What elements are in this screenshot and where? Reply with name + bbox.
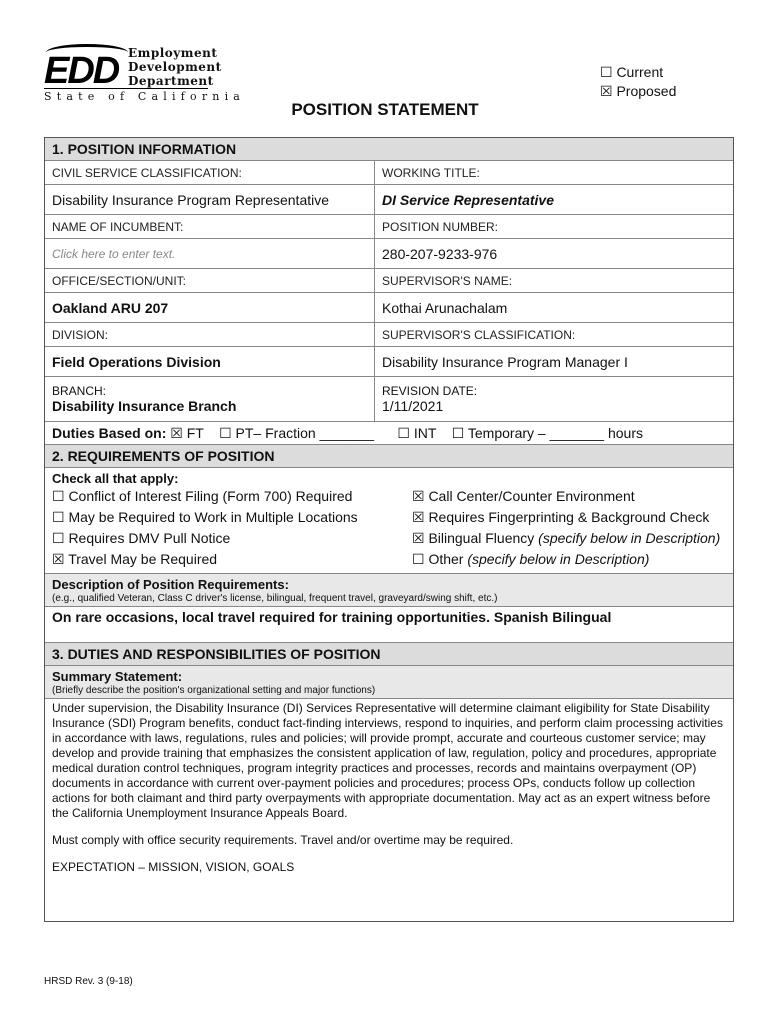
duties-label: Duties Based on: [52, 425, 167, 441]
description-note: (e.g., qualified Veteran, Class C driver's license, bilingual, frequent travel, graveyard/swing shift, etc.) [45, 592, 733, 606]
branch-label: BRANCH: [52, 384, 107, 398]
incumbent-field[interactable] [45, 239, 375, 268]
bilingual-checkbox[interactable]: ☒ Bilingual Fluency (specify below in Description) [412, 530, 721, 546]
section1-header: 1. POSITION INFORMATION [45, 138, 733, 160]
revision-date-field[interactable]: 1/11/2021 [382, 398, 444, 414]
office-field[interactable]: Oakland ARU 207 [45, 293, 375, 322]
other-checkbox[interactable]: ☐ Other (specify below in Description) [412, 551, 650, 567]
requirements-checklist [45, 486, 733, 573]
section3-header: 3. DUTIES AND RESPONSIBILITIES OF POSITION [45, 643, 733, 665]
division-field[interactable]: Field Operations Division [45, 347, 375, 376]
call-center-checkbox[interactable]: ☒ Call Center/Counter Environment [412, 488, 635, 504]
dmv-pull-checkbox[interactable]: ☐ Requires DMV Pull Notice [52, 530, 231, 546]
edd-logo [44, 44, 246, 106]
incumbent-placeholder: Click here to enter text. [52, 246, 176, 261]
description-field[interactable]: On rare occasions, local travel required for training opportunities. Spanish Bilingual [52, 609, 612, 625]
current-checkbox[interactable]: ☐ Current [600, 64, 664, 80]
summary-paragraph: Must comply with office security requirements. Travel and/or overtime may be required. [52, 833, 514, 847]
position-number-label: POSITION NUMBER: [382, 219, 499, 234]
working-title-label: WORKING TITLE: [382, 165, 480, 180]
summary-note: (Briefly describe the position's organizational setting and major functions) [45, 684, 733, 698]
multiple-locations-checkbox[interactable]: ☐ May be Required to Work in Multiple Locations [52, 509, 358, 525]
summary-header: Summary Statement: [45, 666, 733, 684]
supervisor-class-label: SUPERVISOR'S CLASSIFICATION: [382, 327, 576, 342]
incumbent-label: NAME OF INCUMBENT: [45, 215, 375, 238]
position-form [44, 137, 734, 922]
logo-divider [44, 88, 208, 89]
summary-paragraph: EXPECTATION – MISSION, VISION, GOALS [52, 860, 295, 874]
office-label: OFFICE/SECTION/UNIT: [45, 269, 375, 292]
working-title-field[interactable]: DI Service Representative [382, 191, 554, 208]
supervisor-field[interactable]: Kothai Arunachalam [382, 299, 508, 316]
branch-field[interactable]: Disability Insurance Branch [52, 398, 237, 414]
status-checkboxes [600, 63, 676, 101]
civil-service-field[interactable]: Disability Insurance Program Representative [45, 185, 375, 214]
page-title: POSITION STATEMENT [291, 100, 479, 119]
section2-header: 2. REQUIREMENTS OF POSITION [45, 445, 733, 467]
description-header: Description of Position Requirements: [45, 574, 733, 592]
position-number-field[interactable]: 280-207-9233-976 [382, 245, 498, 262]
proposed-checkbox[interactable]: ☒ Proposed [600, 83, 677, 99]
logo-state: State of California [44, 90, 246, 103]
supervisor-class-field[interactable]: Disability Insurance Program Manager I [382, 353, 628, 370]
duties-based-on [45, 422, 650, 444]
fingerprinting-checkbox[interactable]: ☒ Requires Fingerprinting & Background Check [412, 509, 710, 525]
supervisor-label: SUPERVISOR'S NAME: [382, 273, 513, 288]
travel-checkbox[interactable]: ☒ Travel May be Required [52, 551, 218, 567]
form-revision-footer: HRSD Rev. 3 (9-18) [44, 976, 133, 987]
check-all-label: Check all that apply: [52, 471, 179, 486]
summary-field[interactable] [45, 699, 733, 921]
summary-paragraph: Under supervision, the Disability Insurance (DI) Services Representative will determine claimant eligibility for State Disability Insurance (SDI) Program benefits, conduct fact-finding interviews, respond to inquiries, and perform claim processing activities in accordance with laws, regulations, rules and policies; will provide prompt, accurate and courteous customer service; may develop and provide training that emphasizes the consistent application of law, regulation, policy and procedures, appropriate medical duration control techniques, program integrity practices and processes, records and maintains overpayment (OP) documents in accordance with current over-payment policies and procedures; process OPs, conducts follow up collection actions for both claimant and third party overpayments with appropriate documentation. May act as an expert witness before the California Unemployment Insurance Appeals Board. [52, 701, 723, 820]
duties-options[interactable]: ☒ FT ☐ PT– Fraction _______ ☐ INT ☐ Temporary – _______ hours [166, 424, 644, 441]
revision-date-label: REVISION DATE: [382, 384, 478, 398]
division-label: DIVISION: [45, 323, 375, 346]
civil-service-label: CIVIL SERVICE CLASSIFICATION: [45, 161, 375, 184]
conflict-interest-checkbox[interactable]: ☐ Conflict of Interest Filing (Form 700) Required [52, 488, 353, 504]
logo-abbr: EDD [44, 50, 119, 92]
logo-department-name: Employment Development Department [128, 46, 222, 88]
